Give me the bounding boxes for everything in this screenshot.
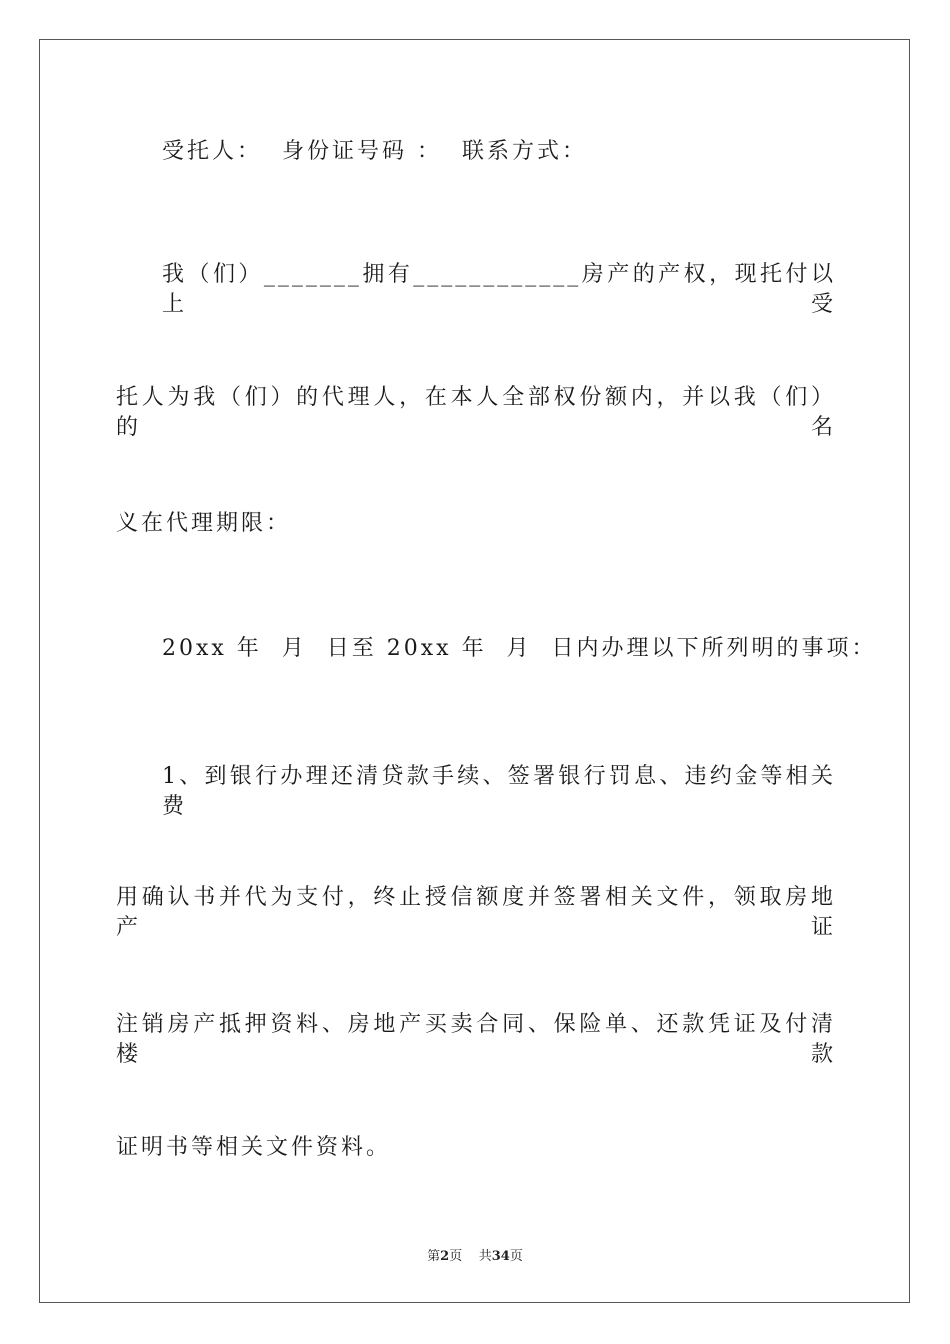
item-paragraph-line: 用确认书并代为支付，终止授信额度并签署相关文件，领取房地产证 bbox=[116, 885, 836, 940]
body-paragraph-line: 我（们）_______拥有____________房产的产权，现托付以上受 bbox=[162, 262, 836, 317]
footer-page-number: 2 bbox=[440, 1249, 450, 1264]
footer-total-suffix: 页 bbox=[509, 1249, 523, 1264]
body-paragraph-line: 托人为我（们）的代理人，在本人全部权份额内，并以我（们）的名 bbox=[116, 385, 836, 440]
item-paragraph-line: 注销房产抵押资料、房地产买卖合同、保险单、还款凭证及付清楼款 bbox=[116, 1012, 836, 1067]
footer-total-pages: 34 bbox=[491, 1249, 510, 1264]
item-paragraph-line: 1、到银行办理还清贷款手续、签署银行罚息、违约金等相关费 bbox=[162, 764, 836, 819]
footer-page-prefix: 第 bbox=[427, 1249, 441, 1264]
footer-total-prefix: 共 bbox=[478, 1249, 492, 1264]
period-line: 20xx 年 月 日至 20xx 年 月 日内办理以下所列明的事项： bbox=[162, 636, 877, 661]
page-footer bbox=[0, 1248, 950, 1266]
item-paragraph-line: 证明书等相关文件资料。 bbox=[116, 1135, 392, 1160]
page-border bbox=[39, 39, 910, 1303]
body-paragraph-line: 义在代理期限： bbox=[116, 511, 292, 536]
principal-contact-line: 受托人： 身份证号码 ： 联系方式： bbox=[162, 139, 587, 164]
footer-page-suffix: 页 bbox=[449, 1249, 463, 1264]
